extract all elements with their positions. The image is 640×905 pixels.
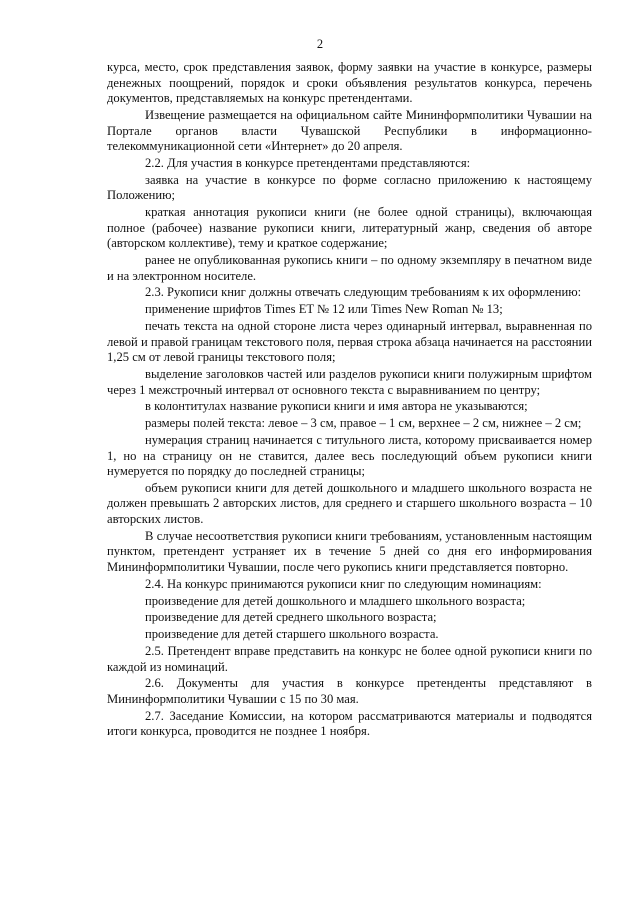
paragraph: В случае несоответствия рукописи книги требованиям, установленным настоящим пунктом, претендент устраняет их в течение 5 дней со дня его информирования Мининформполитики Чувашии, после чего рукопись книги представляется повторно.	[107, 528, 592, 575]
paragraph: Извещение размещается на официальном сайте Мининформполитики Чувашии на Портале органов власти Чувашской Республики в информационно-телекоммуникационной сети «Интернет» до 20 апреля.	[107, 107, 592, 154]
paragraph: выделение заголовков частей или разделов рукописи книги полужирным шрифтом через 1 межстрочный интервал от основного текста с выравниванием по центру;	[107, 366, 592, 397]
paragraph: объем рукописи книги для детей дошкольного и младшего школьного возраста не должен превышать 2 авторских листов, для среднего и старшего школьного возраста – 10 авторских листов.	[107, 480, 592, 527]
paragraph: 2.2. Для участия в конкурсе претендентами представляются:	[145, 155, 471, 170]
paragraph: нумерация страниц начинается с титульного листа, которому присваивается номер 1, но на страницу он не ставится, далее весь последующий объем рукописи книги нумеруется по порядку до последней страницы;	[107, 432, 592, 479]
paragraph: краткая аннотация рукописи книги (не более одной страницы), включающая полное (рабочее) название рукописи книги, литературный жанр, сведения об авторе (авторском коллективе), тему и краткое содержание;	[107, 205, 592, 251]
paragraph: печать текста на одной стороне листа через одинарный интервал, выравненная по левой и правой границам текстового поля, первая строка абзаца начинается на расстоянии 1,25 см от левой границы текстового поля;	[107, 319, 592, 365]
document-body	[107, 60, 592, 741]
paragraph: размеры полей текста: левое – 3 см, правое – 1 см, верхнее – 2 см, нижнее – 2 см;	[145, 416, 582, 431]
paragraph: произведение для детей дошкольного и младшего школьного возраста;	[145, 593, 526, 608]
paragraph: 2.6. Документы для участия в конкурсе претенденты представляют в Мининформполитики Чувашии с 15 по 30 мая.	[107, 676, 592, 706]
paragraph: произведение для детей старшего школьного возраста.	[145, 627, 439, 642]
paragraph: 2.7. Заседание Комиссии, на котором рассматриваются материалы и подводятся итоги конкурса, проводится не позднее 1 ноября.	[107, 708, 592, 739]
paragraph: заявка на участие в конкурсе по форме согласно приложению к настоящему Положению;	[107, 172, 592, 203]
paragraph: произведение для детей среднего школьного возраста;	[145, 610, 437, 625]
paragraph: ранее не опубликованная рукопись книги – по одному экземпляру в печатном виде и на электронном носителе.	[107, 253, 592, 283]
paragraph: в колонтитулах название рукописи книги и имя автора не указываются;	[145, 399, 528, 414]
paragraph: 2.4. На конкурс принимаются рукописи книг по следующим номинациям:	[145, 576, 542, 591]
page-number: 2	[316, 37, 324, 51]
paragraph: применение шрифтов Times ET № 12 или Times New Roman № 13;	[145, 302, 503, 317]
paragraph: 2.5. Претендент вправе представить на конкурс не более одной рукописи книги по каждой из номинаций.	[107, 643, 592, 674]
paragraph: курса, место, срок представления заявок, форму заявки на участие в конкурсе, размеры денежных поощрений, порядок и сроки объявления результатов конкурса, перечень документов, представляемых на конкурс претендентами.	[107, 60, 592, 106]
paragraph: 2.3. Рукописи книг должны отвечать следующим требованиям к их оформлению:	[145, 285, 582, 300]
